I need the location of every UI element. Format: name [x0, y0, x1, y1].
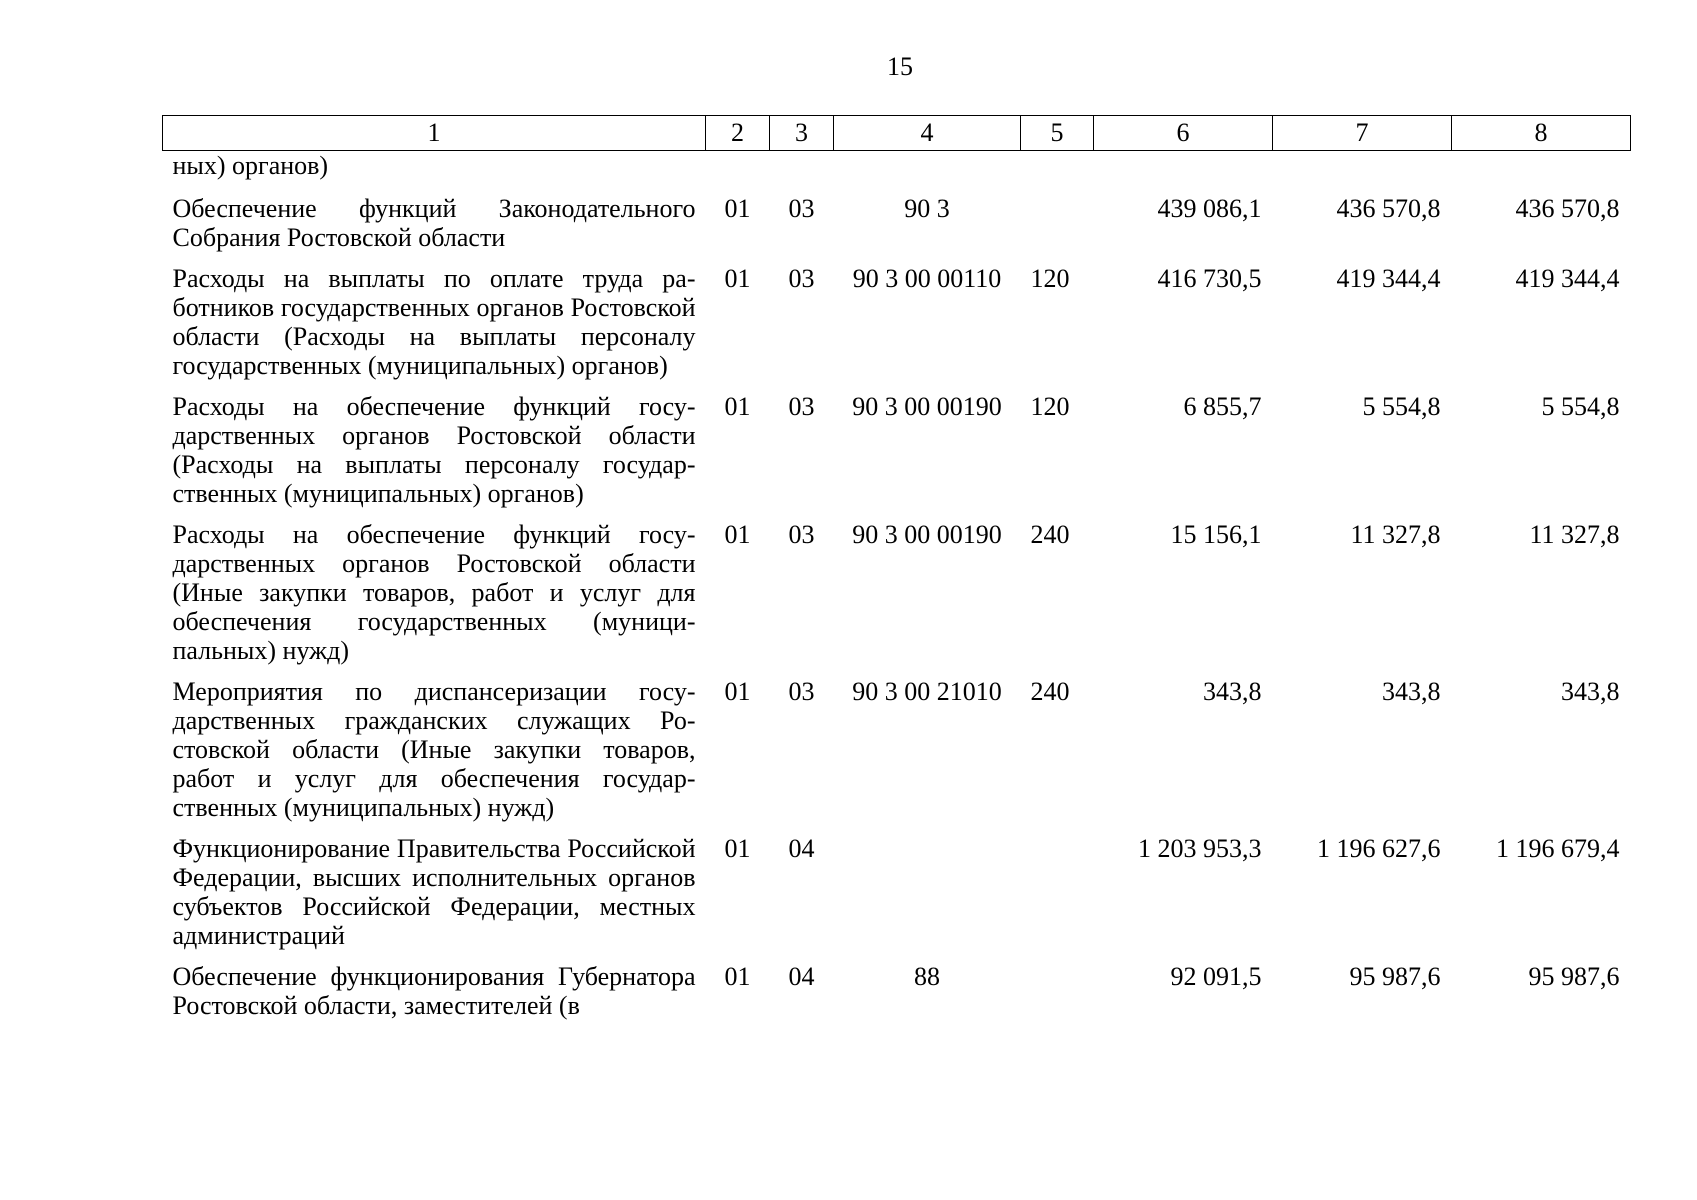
table-row	[163, 834, 1631, 962]
section-code: 01	[724, 194, 751, 223]
row-name: Расходы на обеспечение функций государственных органов Ростовской области (Расходы на выплаты персоналу государственных (муниципальных) органов)	[172, 392, 696, 508]
row-name: ных) органов)	[172, 151, 329, 180]
amount-col-7: 5 554,8	[1362, 392, 1441, 421]
amount-col-7: 11 327,8	[1350, 520, 1441, 549]
target-article-code: 90 3	[904, 194, 950, 223]
column-header-6: 6	[1094, 116, 1273, 151]
amount-col-7: 1 196 627,6	[1317, 834, 1441, 863]
subsection-code: 03	[788, 264, 815, 293]
target-article-code: 90 3 00 00110	[852, 264, 1002, 293]
budget-table	[162, 115, 1631, 1032]
row-name: Расходы на выплаты по оплате труда работников государственных органов Ростовской области (Расходы на выплаты персоналу государственных (муниципальных) органов)	[172, 264, 696, 380]
table-row	[163, 151, 1631, 195]
section-code: 01	[724, 392, 751, 421]
column-header-5: 5	[1021, 116, 1094, 151]
row-name: Обеспечение функций Законодательного Собрания Ростовской области	[172, 194, 696, 252]
amount-col-6: 15 156,1	[1170, 520, 1262, 549]
amount-col-6: 439 086,1	[1157, 194, 1262, 223]
table-row	[163, 392, 1631, 520]
expense-type-code: 120	[1030, 264, 1070, 293]
amount-col-8: 419 344,4	[1515, 264, 1620, 293]
amount-col-7: 95 987,6	[1349, 962, 1441, 991]
row-name: Функционирование Правительства Российской Федерации, высших исполнительных органов субъектов Российской Федерации, местных администраций	[172, 834, 696, 950]
column-header-2: 2	[706, 116, 770, 151]
section-code: 01	[724, 834, 751, 863]
expense-type-code	[1021, 834, 1094, 962]
subsection-code: 03	[788, 677, 815, 706]
amount-col-7: 419 344,4	[1336, 264, 1441, 293]
amount-col-6	[1094, 151, 1273, 195]
amount-col-8: 1 196 679,4	[1496, 834, 1620, 863]
subsection-code: 04	[788, 962, 815, 991]
row-name: Обеспечение функционирования Губернатора Ростовской области, заместителей (в	[172, 962, 696, 1020]
table-row	[163, 264, 1631, 392]
expense-type-code: 120	[1030, 392, 1070, 421]
subsection-code: 03	[788, 520, 815, 549]
expense-type-code: 240	[1030, 677, 1070, 706]
section-code: 01	[724, 677, 751, 706]
amount-col-8: 11 327,8	[1529, 520, 1620, 549]
amount-col-8: 343,8	[1561, 677, 1620, 706]
amount-col-7	[1273, 151, 1452, 195]
expense-type-code	[1021, 962, 1094, 1032]
expense-type-code	[1021, 151, 1094, 195]
table-row	[163, 962, 1631, 1032]
column-header-1: 1	[163, 116, 706, 151]
amount-col-6: 6 855,7	[1183, 392, 1262, 421]
section-code: 01	[724, 264, 751, 293]
section-code: 01	[724, 962, 751, 991]
target-article-code: 90 3 00 00190	[852, 520, 1002, 549]
expense-type-code: 240	[1030, 520, 1070, 549]
subsection-code: 04	[788, 834, 815, 863]
table-row	[163, 520, 1631, 677]
page-number: 15	[887, 52, 913, 81]
table-row	[163, 194, 1631, 264]
column-header-3: 3	[770, 116, 834, 151]
subsection-code	[770, 151, 834, 195]
target-article-code: 90 3 00 21010	[852, 677, 1002, 706]
target-article-code: 90 3 00 00190	[852, 392, 1002, 421]
amount-col-8: 95 987,6	[1528, 962, 1620, 991]
target-article-code	[834, 151, 1021, 195]
column-header-8: 8	[1452, 116, 1631, 151]
amount-col-8	[1452, 151, 1631, 195]
target-article-code	[834, 834, 1021, 962]
amount-col-8: 436 570,8	[1515, 194, 1620, 223]
column-number-header-row	[163, 116, 1631, 151]
section-code: 01	[724, 520, 751, 549]
expense-type-code	[1021, 194, 1094, 264]
column-header-7: 7	[1273, 116, 1452, 151]
amount-col-6: 343,8	[1203, 677, 1262, 706]
amount-col-8: 5 554,8	[1541, 392, 1620, 421]
table-row	[163, 677, 1631, 834]
amount-col-7: 343,8	[1382, 677, 1441, 706]
row-name: Мероприятия по диспансеризации государственных гражданских служащих Ростовской области (Иные закупки товаров, работ и услуг для обеспечения государственных (муниципальных) нужд)	[172, 677, 696, 822]
target-article-code: 88	[914, 962, 940, 991]
amount-col-6: 92 091,5	[1170, 962, 1262, 991]
subsection-code: 03	[788, 392, 815, 421]
section-code	[706, 151, 770, 195]
subsection-code: 03	[788, 194, 815, 223]
column-header-4: 4	[834, 116, 1021, 151]
amount-col-7: 436 570,8	[1336, 194, 1441, 223]
row-name: Расходы на обеспечение функций государственных органов Ростовской области (Иные закупки товаров, работ и услуг для обеспечения государственных (муниципальных) нужд)	[172, 520, 696, 665]
amount-col-6: 1 203 953,3	[1138, 834, 1262, 863]
amount-col-6: 416 730,5	[1157, 264, 1262, 293]
